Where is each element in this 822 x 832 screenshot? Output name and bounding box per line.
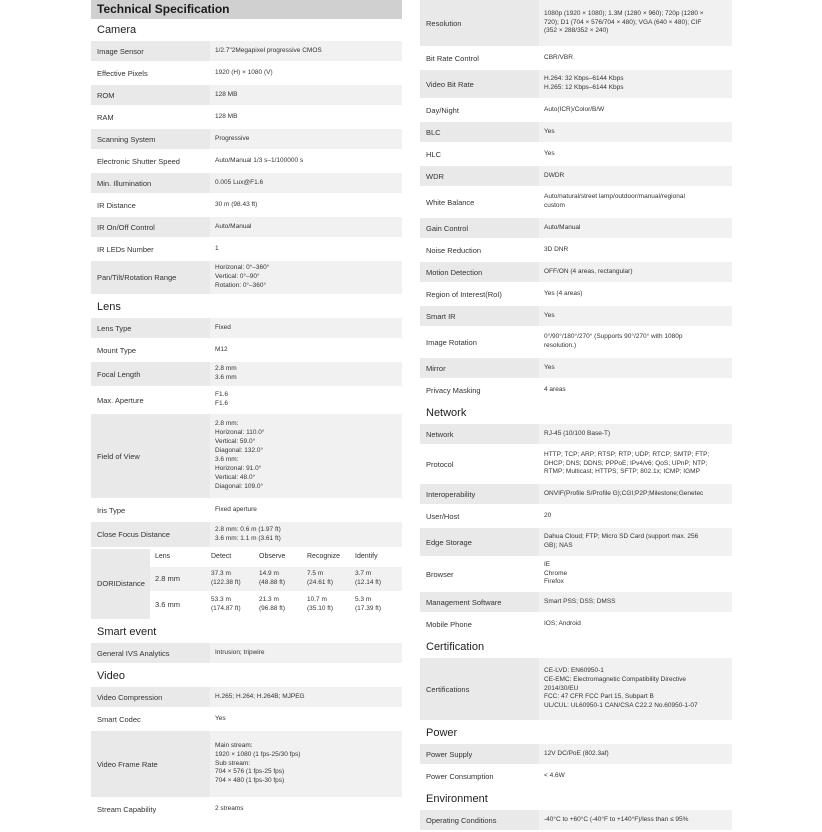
- spec-row-edge-storage: [420, 528, 732, 558]
- spec-value-line: 128 MB: [215, 90, 238, 98]
- spec-row-general-ivs-analytics: [91, 643, 402, 665]
- spec-value: [539, 48, 732, 68]
- spec-value-line: Auto/Manual 1/3 s–1/100000 s: [215, 156, 304, 164]
- spec-value-line: 1920 × 1080 (1 fps-25/30 fps): [215, 750, 301, 758]
- spec-value-line: Yes: [544, 127, 555, 135]
- spec-label: IR Distance: [91, 195, 210, 215]
- dori-header-identify: Identify: [350, 549, 402, 567]
- spec-row-image-rotation: [420, 328, 732, 358]
- spec-row-stream-capability: [91, 799, 402, 821]
- spec-value: [210, 340, 402, 360]
- dori-value-line: (12.14 ft): [355, 579, 382, 586]
- spec-value: [210, 799, 402, 819]
- spec-label: Day/Night: [420, 100, 539, 120]
- spec-value-line: Auto/Manual: [215, 222, 252, 230]
- spec-value-line: Fixed aperture: [215, 505, 257, 513]
- spec-value: [539, 592, 732, 612]
- spec-value-line: Yes: [544, 149, 555, 157]
- dori-value-line: (48.88 ft): [259, 579, 286, 586]
- dori-lens: 3.6 mm: [150, 593, 206, 619]
- spec-row-mirror: [420, 358, 732, 380]
- spec-row-field-of-view: [91, 414, 402, 500]
- spec-value-line: HTTP; TCP; ARP; RTSP; RTP; UDP; RTCP; SMTP; FTP;: [544, 450, 710, 458]
- spec-value: [539, 506, 732, 526]
- spec-value-line: Yes (4 areas): [544, 289, 583, 297]
- spec-value-line: 1/2.7"2Megapixel progressive CMOS: [215, 46, 322, 54]
- spec-value: [539, 658, 732, 720]
- spec-value-line: 0°/90°/180°/270° (Supports 90°/270° with 1080p: [544, 333, 683, 341]
- spec-value-line: (352 × 288/352 × 240): [544, 27, 609, 35]
- spec-label: Gain Control: [420, 218, 539, 238]
- spec-value-line: F1.6: [215, 400, 229, 407]
- spec-value-line: RJ-45 (10/100 Base-T): [544, 429, 611, 437]
- spec-value: [210, 709, 402, 729]
- spec-row-electronic-shutter-speed: [91, 151, 402, 173]
- spec-value-line: Fixed: [215, 323, 231, 331]
- spec-value-line: Yes: [544, 311, 555, 319]
- dori-value-line: 3.7 m: [355, 570, 372, 578]
- spec-label: Stream Capability: [91, 799, 210, 819]
- spec-value-line: Firefox: [544, 578, 564, 586]
- spec-value-line: H.264: 32 Kbps–6144 Kbps: [544, 75, 624, 83]
- spec-label: Iris Type: [91, 500, 210, 520]
- spec-row-browser: [420, 558, 732, 592]
- spec-label: Smart IR: [420, 306, 539, 326]
- spec-label: Smart Codec: [91, 709, 210, 729]
- spec-value-line: 2.8 mm: [215, 365, 237, 373]
- dori-value-line: (96.88 ft): [259, 605, 286, 612]
- spec-label: Mirror: [420, 358, 539, 378]
- spec-value-line: Sub stream:: [215, 759, 251, 767]
- spec-value-line: Chrome: [544, 569, 568, 577]
- spec-label: Management Software: [420, 592, 539, 612]
- spec-row-image-sensor: [91, 41, 402, 63]
- spec-label: Mobile Phone: [420, 614, 539, 634]
- spec-label: Resolution: [420, 0, 539, 46]
- spec-row-video-bit-rate: [420, 70, 732, 100]
- spec-value: [539, 166, 732, 186]
- dori-value: [206, 593, 254, 619]
- spec-row-close-focus-distance: [91, 522, 402, 549]
- spec-value: [210, 643, 402, 663]
- spec-value: [210, 362, 402, 386]
- spec-value: [539, 424, 732, 444]
- spec-row-max-aperture: [91, 388, 402, 414]
- spec-value-line: OFF/ON (4 areas, rectangular): [544, 267, 633, 275]
- spec-label: User/Host: [420, 506, 539, 526]
- spec-value-line: UL/CUL: UL60950-1 CAN/CSA C22.2 No.60950-1-07: [544, 702, 698, 710]
- spec-value: [539, 70, 732, 98]
- spec-row-operating-conditions: [420, 810, 732, 832]
- spec-value: [210, 217, 402, 237]
- spec-row-mobile-phone: [420, 614, 732, 636]
- spec-table-left: [91, 19, 402, 821]
- spec-value-line: FCC: 47 CFR FCC Part 15, Subpart B: [544, 693, 654, 701]
- spec-value: [210, 195, 402, 215]
- spec-row-protocol: [420, 446, 732, 484]
- spec-label: WDR: [420, 166, 539, 186]
- spec-label: Max. Aperture: [91, 388, 210, 412]
- spec-value-line: 2014/30/EU: [544, 684, 579, 692]
- spec-value: [539, 188, 732, 216]
- spec-label: Focal Length: [91, 362, 210, 386]
- spec-value-line: GB); NAS: [544, 542, 573, 549]
- dori-header-lens: Lens: [150, 549, 206, 567]
- spec-row-noise-reduction: [420, 240, 732, 262]
- spec-value-line: Vertical: 48.0°: [215, 473, 256, 481]
- spec-value-line: 1920 (H) × 1080 (V): [215, 68, 273, 76]
- spec-row-smart-ir: [420, 306, 732, 328]
- spec-label: Video Bit Rate: [420, 70, 539, 98]
- spec-label: Operating Conditions: [420, 810, 539, 830]
- spec-value-line: 704 × 576 (1 fps-25 fps): [215, 768, 285, 776]
- spec-value-line: Vertical: 59.0°: [215, 438, 256, 446]
- spec-value-line: Dahua Cloud; FTP; Micro SD Card (support max. 256: [544, 533, 699, 541]
- spec-row-ir-distance: [91, 195, 402, 217]
- dori-value: [254, 567, 302, 593]
- spec-label: Min. Illumination: [91, 173, 210, 193]
- spec-value: [539, 380, 732, 400]
- spec-column-right: [420, 0, 732, 832]
- spec-value-line: 0.005 Lux@F1.6: [215, 178, 264, 186]
- spec-value: [539, 240, 732, 260]
- dori-label: [91, 549, 150, 619]
- dori-lens: 2.8 mm: [150, 567, 206, 593]
- spec-label: Network: [420, 424, 539, 444]
- dori-value: [302, 567, 350, 593]
- spec-label: Scanning System: [91, 129, 210, 149]
- section-heading-camera: Camera: [97, 24, 137, 36]
- spec-label: ROM: [91, 85, 210, 105]
- spec-value-line: Diagonal: 109.0°: [215, 482, 264, 490]
- spec-column-left: [91, 0, 402, 821]
- spec-value: [210, 687, 402, 707]
- spec-value-line: 1080p (1920 × 1080); 1.3M (1280 × 960); 720p (1280 ×: [544, 9, 704, 17]
- spec-value-line: Yes: [544, 363, 555, 371]
- spec-value: [539, 614, 732, 634]
- spec-value: [210, 151, 402, 171]
- spec-value-line: F1.6: [215, 391, 229, 399]
- spec-row-video-frame-rate: [91, 731, 402, 799]
- dori-header-detect: Detect: [206, 549, 254, 567]
- spec-value-line: IE: [544, 560, 551, 568]
- spec-label: Region of Interest(RoI): [420, 284, 539, 304]
- spec-value: [539, 446, 732, 482]
- spec-label: Motion Detection: [420, 262, 539, 282]
- spec-value-line: CE-EMC: Electromagnetic Compatibility Directive: [544, 675, 686, 683]
- spec-row-ram: [91, 107, 402, 129]
- spec-label: Power Supply: [420, 744, 539, 764]
- spec-label: RAM: [91, 107, 210, 127]
- spec-value: [539, 558, 732, 590]
- spec-value: [539, 262, 732, 282]
- spec-value-line: 2 streams: [215, 804, 244, 812]
- spec-value: [210, 129, 402, 149]
- spec-value-line: 30 m (98.43 ft): [215, 200, 258, 208]
- spec-row-mount-type: [91, 340, 402, 362]
- dori-value-line: 5.3 m: [355, 596, 372, 604]
- spec-row-min-illumination: [91, 173, 402, 195]
- dori-value: [206, 567, 254, 593]
- section-heading-smart-event: Smart event: [97, 626, 157, 638]
- spec-value-line: Rotation: 0°–360°: [215, 281, 267, 289]
- spec-row-power-supply: [420, 744, 732, 766]
- spec-value-line: 3.6 mm: 1.1 m (3.61 ft): [215, 534, 281, 542]
- dori-value-line: 53.3 m: [211, 596, 231, 604]
- spec-value-line: -40°C to +60°C (-40°F to +140°F)/less than ≤ 95%: [544, 815, 689, 823]
- spec-label: Image Sensor: [91, 41, 210, 61]
- spec-value: [539, 358, 732, 378]
- spec-value-line: Smart PSS; DSS; DMSS: [544, 597, 616, 605]
- spec-value: [210, 173, 402, 193]
- spec-value-line: resolution.): [544, 342, 577, 349]
- dori-value-line: 21.3 m: [259, 596, 279, 604]
- spec-value: [539, 328, 732, 356]
- spec-value-line: Diagonal: 132.0°: [215, 447, 264, 455]
- spec-label: Certifications: [420, 658, 539, 720]
- spec-value-line: 3.6 mm:: [215, 456, 239, 463]
- spec-row-rom: [91, 85, 402, 107]
- section-heading-environment: Environment: [426, 793, 488, 805]
- spec-label: Protocol: [420, 446, 539, 482]
- spec-row-management-software: [420, 592, 732, 614]
- spec-row-white-balance: [420, 188, 732, 218]
- spec-row-scanning-system: [91, 129, 402, 151]
- spec-value-line: 128 MB: [215, 112, 238, 120]
- spec-value: [210, 107, 402, 127]
- spec-value-line: Auto/natural/street lamp/outdoor/manual/regional: [544, 193, 685, 201]
- spec-value-line: M12: [215, 345, 228, 353]
- spec-value-line: CE-LVD: EN60950-1: [544, 666, 604, 674]
- dori-distance-table: [91, 549, 402, 621]
- spec-value: [539, 144, 732, 164]
- spec-value-line: 720); D1 (704 × 576/704 × 480); VGA (640 × 480); CIF: [544, 18, 702, 26]
- spec-value-line: 704 × 480 (1 fps-30 fps): [215, 777, 285, 785]
- spec-value: [210, 731, 402, 797]
- spec-label: IR LEDs Number: [91, 239, 210, 259]
- spec-row-hlc: [420, 144, 732, 166]
- spec-label: Electronic Shutter Speed: [91, 151, 210, 171]
- dori-value-line: (17.39 ft): [355, 605, 382, 612]
- spec-value: [539, 0, 732, 46]
- spec-value: [210, 522, 402, 547]
- dori-grid: [150, 549, 402, 619]
- spec-row-effective-pixels: [91, 63, 402, 85]
- dori-label-line: DORI: [97, 579, 116, 589]
- dori-value-line: 37.3 m: [211, 570, 231, 578]
- spec-value: [539, 810, 732, 830]
- section-heading-certification: Certification: [426, 641, 485, 653]
- spec-value: [210, 239, 402, 259]
- spec-value-line: Auto(ICR)/Color/B/W: [544, 105, 605, 113]
- spec-label: Lens Type: [91, 318, 210, 338]
- spec-row-motion-detection: [420, 262, 732, 284]
- dori-value-line: (174.87 ft): [211, 605, 241, 612]
- spec-value: [210, 261, 402, 294]
- spec-row-user-host: [420, 506, 732, 528]
- spec-label: Effective Pixels: [91, 63, 210, 83]
- spec-value: [539, 484, 732, 504]
- spec-value: [539, 100, 732, 120]
- spec-value: [539, 284, 732, 304]
- spec-label: HLC: [420, 144, 539, 164]
- spec-row-network: [420, 424, 732, 446]
- dori-value: [350, 567, 402, 593]
- spec-label: Power Consumption: [420, 766, 539, 786]
- dori-value-line: 10.7 m: [307, 596, 327, 604]
- spec-row-power-consumption: [420, 766, 732, 788]
- spec-value-line: custom: [544, 202, 565, 209]
- dori-value: [254, 593, 302, 619]
- spec-value: [210, 41, 402, 61]
- spec-row-certifications: [420, 658, 732, 722]
- spec-row-lens-type: [91, 318, 402, 340]
- section-heading-lens: Lens: [97, 301, 121, 313]
- spec-row-privacy-masking: [420, 380, 732, 402]
- dori-value: [350, 593, 402, 619]
- spec-value-line: H.265: 12 Kbps–6144 Kbps: [544, 84, 624, 91]
- spec-value-line: 1: [215, 244, 219, 252]
- spec-value-line: H.265; H.264; H.264B; MJPEG: [215, 692, 305, 700]
- spec-value-line: CBR/VBR: [544, 53, 573, 61]
- spec-value: [539, 122, 732, 142]
- spec-label: Field of View: [91, 414, 210, 498]
- spec-value-line: IOS; Android: [544, 619, 581, 627]
- spec-label: Close Focus Distance: [91, 522, 210, 547]
- spec-value: [539, 528, 732, 556]
- spec-value-line: Main stream:: [215, 741, 253, 749]
- spec-row-focal-length: [91, 362, 402, 388]
- spec-label: Video Frame Rate: [91, 731, 210, 797]
- spec-value-line: RTMP; Multicast; HTTPS; SFTP; 802.1x; ICMP; IGMP: [544, 468, 700, 476]
- spec-row-ir-on-off-control: [91, 217, 402, 239]
- spec-row-smart-codec: [91, 709, 402, 731]
- spec-label: Edge Storage: [420, 528, 539, 556]
- spec-value-line: DHCP; DNS; DDNS; PPPoE; IPv4/v6; QoS; UPnP; NTP;: [544, 459, 708, 467]
- spec-value: [539, 744, 732, 764]
- spec-value-line: Horizonal: 0°–360°: [215, 264, 270, 272]
- spec-value-line: < 4.6W: [544, 771, 565, 779]
- spec-value: [210, 85, 402, 105]
- spec-value-line: Horizonal: 110.0°: [215, 429, 265, 437]
- spec-value: [210, 414, 402, 498]
- dori-value: [302, 593, 350, 619]
- dori-label-line: Distance: [115, 579, 145, 589]
- spec-value: [210, 318, 402, 338]
- spec-value: [539, 218, 732, 238]
- spec-value-line: Auto/Manual: [544, 223, 581, 231]
- spec-value-line: 20: [544, 511, 552, 519]
- spec-label: Privacy Masking: [420, 380, 539, 400]
- spec-value-line: 12V DC/PoE (802.3af): [544, 749, 609, 757]
- spec-title: Technical Specification: [91, 0, 402, 19]
- spec-value-line: Progressive: [215, 134, 250, 142]
- spec-label: Noise Reduction: [420, 240, 539, 260]
- spec-value-line: Yes: [215, 714, 226, 722]
- spec-row-interoperability: [420, 484, 732, 506]
- spec-value-line: ONVIF(Profile S/Profile G);CGI;P2P;Milestone;Genetec: [544, 489, 704, 497]
- spec-row-ir-leds-number: [91, 239, 402, 261]
- spec-label: Image Rotation: [420, 328, 539, 356]
- spec-label: Browser: [420, 558, 539, 590]
- spec-value-line: 2.8 mm: 0.6 m (1.97 ft): [215, 525, 281, 533]
- dori-header-recognize: Recognize: [302, 549, 350, 567]
- spec-value-line: 2.8 mm:: [215, 420, 239, 428]
- spec-value: [210, 63, 402, 83]
- spec-row-gain-control: [420, 218, 732, 240]
- spec-label: BLC: [420, 122, 539, 142]
- dori-value-line: (35.10 ft): [307, 605, 334, 612]
- spec-value-line: DWDR: [544, 171, 565, 179]
- dori-value-line: 14.9 m: [259, 570, 279, 578]
- spec-label: Bit Rate Control: [420, 48, 539, 68]
- spec-label: White Balance: [420, 188, 539, 216]
- spec-label: Video Compression: [91, 687, 210, 707]
- section-heading-network: Network: [426, 407, 467, 419]
- spec-value: [539, 306, 732, 326]
- dori-value-line: (24.61 ft): [307, 579, 334, 586]
- section-heading-video: Video: [97, 670, 125, 682]
- spec-row-resolution: [420, 0, 732, 48]
- spec-row-wdr: [420, 166, 732, 188]
- spec-row-day-night: [420, 100, 732, 122]
- spec-value-line: Vertical: 0°–90°: [215, 273, 260, 281]
- spec-row-pan-tilt-rotation-range: [91, 261, 402, 296]
- spec-label: Pan/Tilt/Rotation Range: [91, 261, 210, 294]
- spec-value: [539, 766, 732, 786]
- spec-row-iris-type: [91, 500, 402, 522]
- spec-row-region-of-interest-roi: [420, 284, 732, 306]
- spec-value-line: Horizonal: 91.0°: [215, 464, 262, 472]
- dori-header-observe: Observe: [254, 549, 302, 567]
- spec-row-video-compression: [91, 687, 402, 709]
- dori-value-line: 7.5 m: [307, 570, 324, 578]
- spec-value-line: 3D DNR: [544, 245, 569, 253]
- dori-value-line: (122.38 ft): [211, 579, 241, 586]
- spec-value-line: 3.6 mm: [215, 374, 237, 381]
- spec-row-bit-rate-control: [420, 48, 732, 70]
- spec-value-line: 4 areas: [544, 385, 566, 393]
- spec-value: [210, 500, 402, 520]
- spec-label: Mount Type: [91, 340, 210, 360]
- spec-label: General IVS Analytics: [91, 643, 210, 663]
- spec-label: Interoperability: [420, 484, 539, 504]
- section-heading-power: Power: [426, 727, 458, 739]
- spec-row-blc: [420, 122, 732, 144]
- spec-table-right: [420, 0, 732, 832]
- spec-value-line: Intrusion; tripwire: [215, 648, 265, 656]
- spec-label: IR On/Off Control: [91, 217, 210, 237]
- spec-value: [210, 388, 402, 412]
